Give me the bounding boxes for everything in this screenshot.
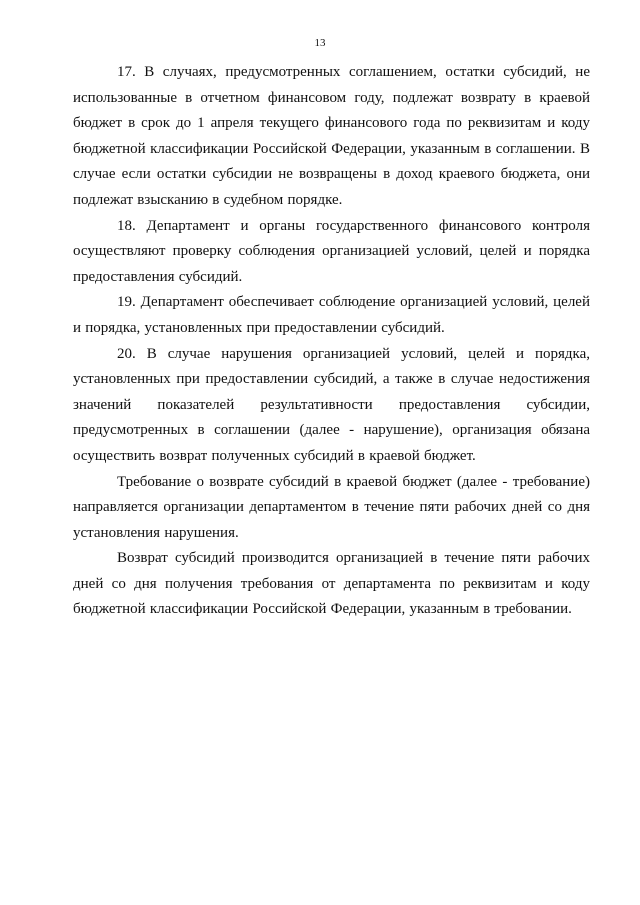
document-body [73, 60, 590, 623]
paragraph-20-violation-return: 20. В случае нарушения организацией условий, целей и порядка, установленных при предоставлении субсидий, а также в случае недостижения значений показателей результативности предоставления субсидии, предусмотренных в соглашении (далее - нарушение), организация обязана осуществить возврат полученных субсидий в краевой бюджет. [73, 345, 590, 464]
paragraph-demand-notice: Требование о возврате субсидий в краевой бюджет (далее - требование) направляется организации департаментом в течение пяти рабочих дней со дня установления нарушения. [73, 473, 590, 541]
page-number: 13 [314, 37, 326, 49]
paragraph-refund-procedure: Возврат субсидий производится организацией в течение пяти рабочих дней со дня получения требования от департамента по реквизитам и коду бюджетной классификации Российской Федерации, указанным в требовании. [73, 550, 590, 618]
paragraph-18-compliance-check: 18. Департамент и органы государственного финансового контроля осуществляют проверку соблюдения организацией условий, целей и порядка предоставления субсидий. [73, 217, 590, 285]
paragraph-19-department-oversight: 19. Департамент обеспечивает соблюдение организацией условий, целей и порядка, установленных при предоставлении субсидий. [73, 294, 590, 336]
paragraph-17-unused-subsidy-return: 17. В случаях, предусмотренных соглашением, остатки субсидий, не использованные в отчетном финансовом году, подлежат возврату в краевой бюджет в срок до 1 апреля текущего финансового года по реквизитам и коду бюджетной классификации Российской Федерации, указанным в соглашении. В случае если остатки субсидии не возвращены в доход краевого бюджета, они подлежат взысканию в судебном порядке. [73, 64, 590, 208]
